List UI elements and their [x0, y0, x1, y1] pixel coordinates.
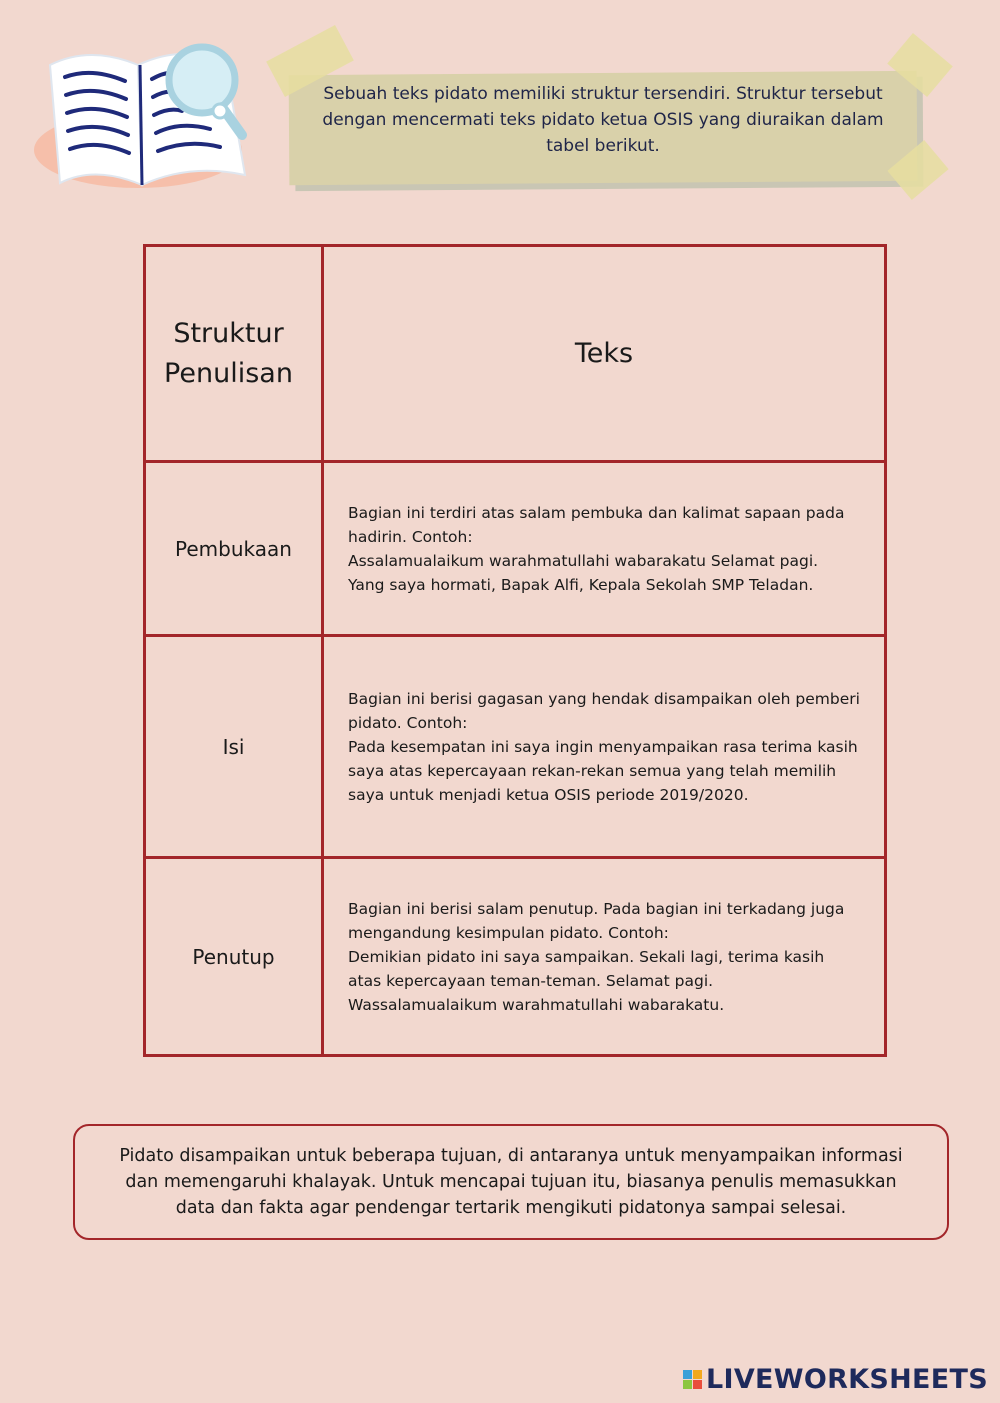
row-text-isi: Bagian ini berisi gagasan yang hendak disampaikan oleh pemberi pidato. Contoh: Pada kesempatan ini saya ingin menyampaikan rasa terima kasih saya atas kepercayaan rekan-rekan semua yang telah memilih saya untuk menjadi ketua OSIS periode 2019/2020. — [348, 689, 860, 804]
liveworksheets-logo-icon — [683, 1370, 702, 1389]
row-label-isi: Isi — [222, 734, 245, 759]
row-text-cell — [323, 462, 886, 636]
header-text: Teks — [574, 338, 634, 369]
table-row — [145, 462, 886, 636]
row-text-pembukaan: Bagian ini terdiri atas salam pembuka dan kalimat sapaan pada hadirin. Contoh: Assalamualaikum warahmatullahi wabarakatu Selamat pagi. Yang saya hormati, Bapak Alfi, Kepala Sekolah SMP Teladan. — [348, 503, 845, 594]
row-label-pembukaan: Pembukaan — [175, 536, 292, 561]
table-header-row — [145, 246, 886, 462]
row-text-penutup: Bagian ini berisi salam penutup. Pada bagian ini terkadang juga mengandung kesimpulan pidato. Contoh: Demikian pidato ini saya sampaikan. Sekali lagi, terima kasih atas kepercayaan teman-teman. Selamat pagi. Wassalamualaikum warahmatullahi wabarakatu. — [348, 899, 845, 1014]
row-label-cell — [145, 858, 323, 1056]
row-text-cell — [323, 636, 886, 858]
table-row — [145, 636, 886, 858]
header-cell-structure — [145, 246, 323, 462]
intro-text: Sebuah teks pidato memiliki struktur tersendiri. Struktur tersebut dengan mencermati teks pidato ketua OSIS yang diuraikan dalam tabel berikut. — [322, 84, 884, 156]
purpose-note-box — [73, 1124, 949, 1240]
open-book-magnifier-icon — [30, 35, 260, 195]
header-structure: Struktur Penulisan — [164, 317, 293, 389]
row-label-cell — [145, 636, 323, 858]
header-cell-text — [323, 246, 886, 462]
table-row — [145, 858, 886, 1056]
row-label-cell — [145, 462, 323, 636]
intro-note — [275, 55, 940, 185]
brand-name: LIVEWORKSHEETS — [705, 1363, 988, 1395]
liveworksheets-brand — [683, 1362, 988, 1396]
row-text-cell — [323, 858, 886, 1056]
speech-structure-table — [143, 244, 887, 1057]
purpose-note-text: Pidato disampaikan untuk beberapa tujuan, di antaranya untuk menyampaikan informasi dan memengaruhi khalayak. Untuk mencapai tujuan itu, biasanya penulis memasukkan data dan fakta agar pendengar tertarik mengikuti pidatonya sampai selesai. — [119, 1146, 903, 1218]
row-label-penutup: Penutup — [192, 944, 275, 969]
